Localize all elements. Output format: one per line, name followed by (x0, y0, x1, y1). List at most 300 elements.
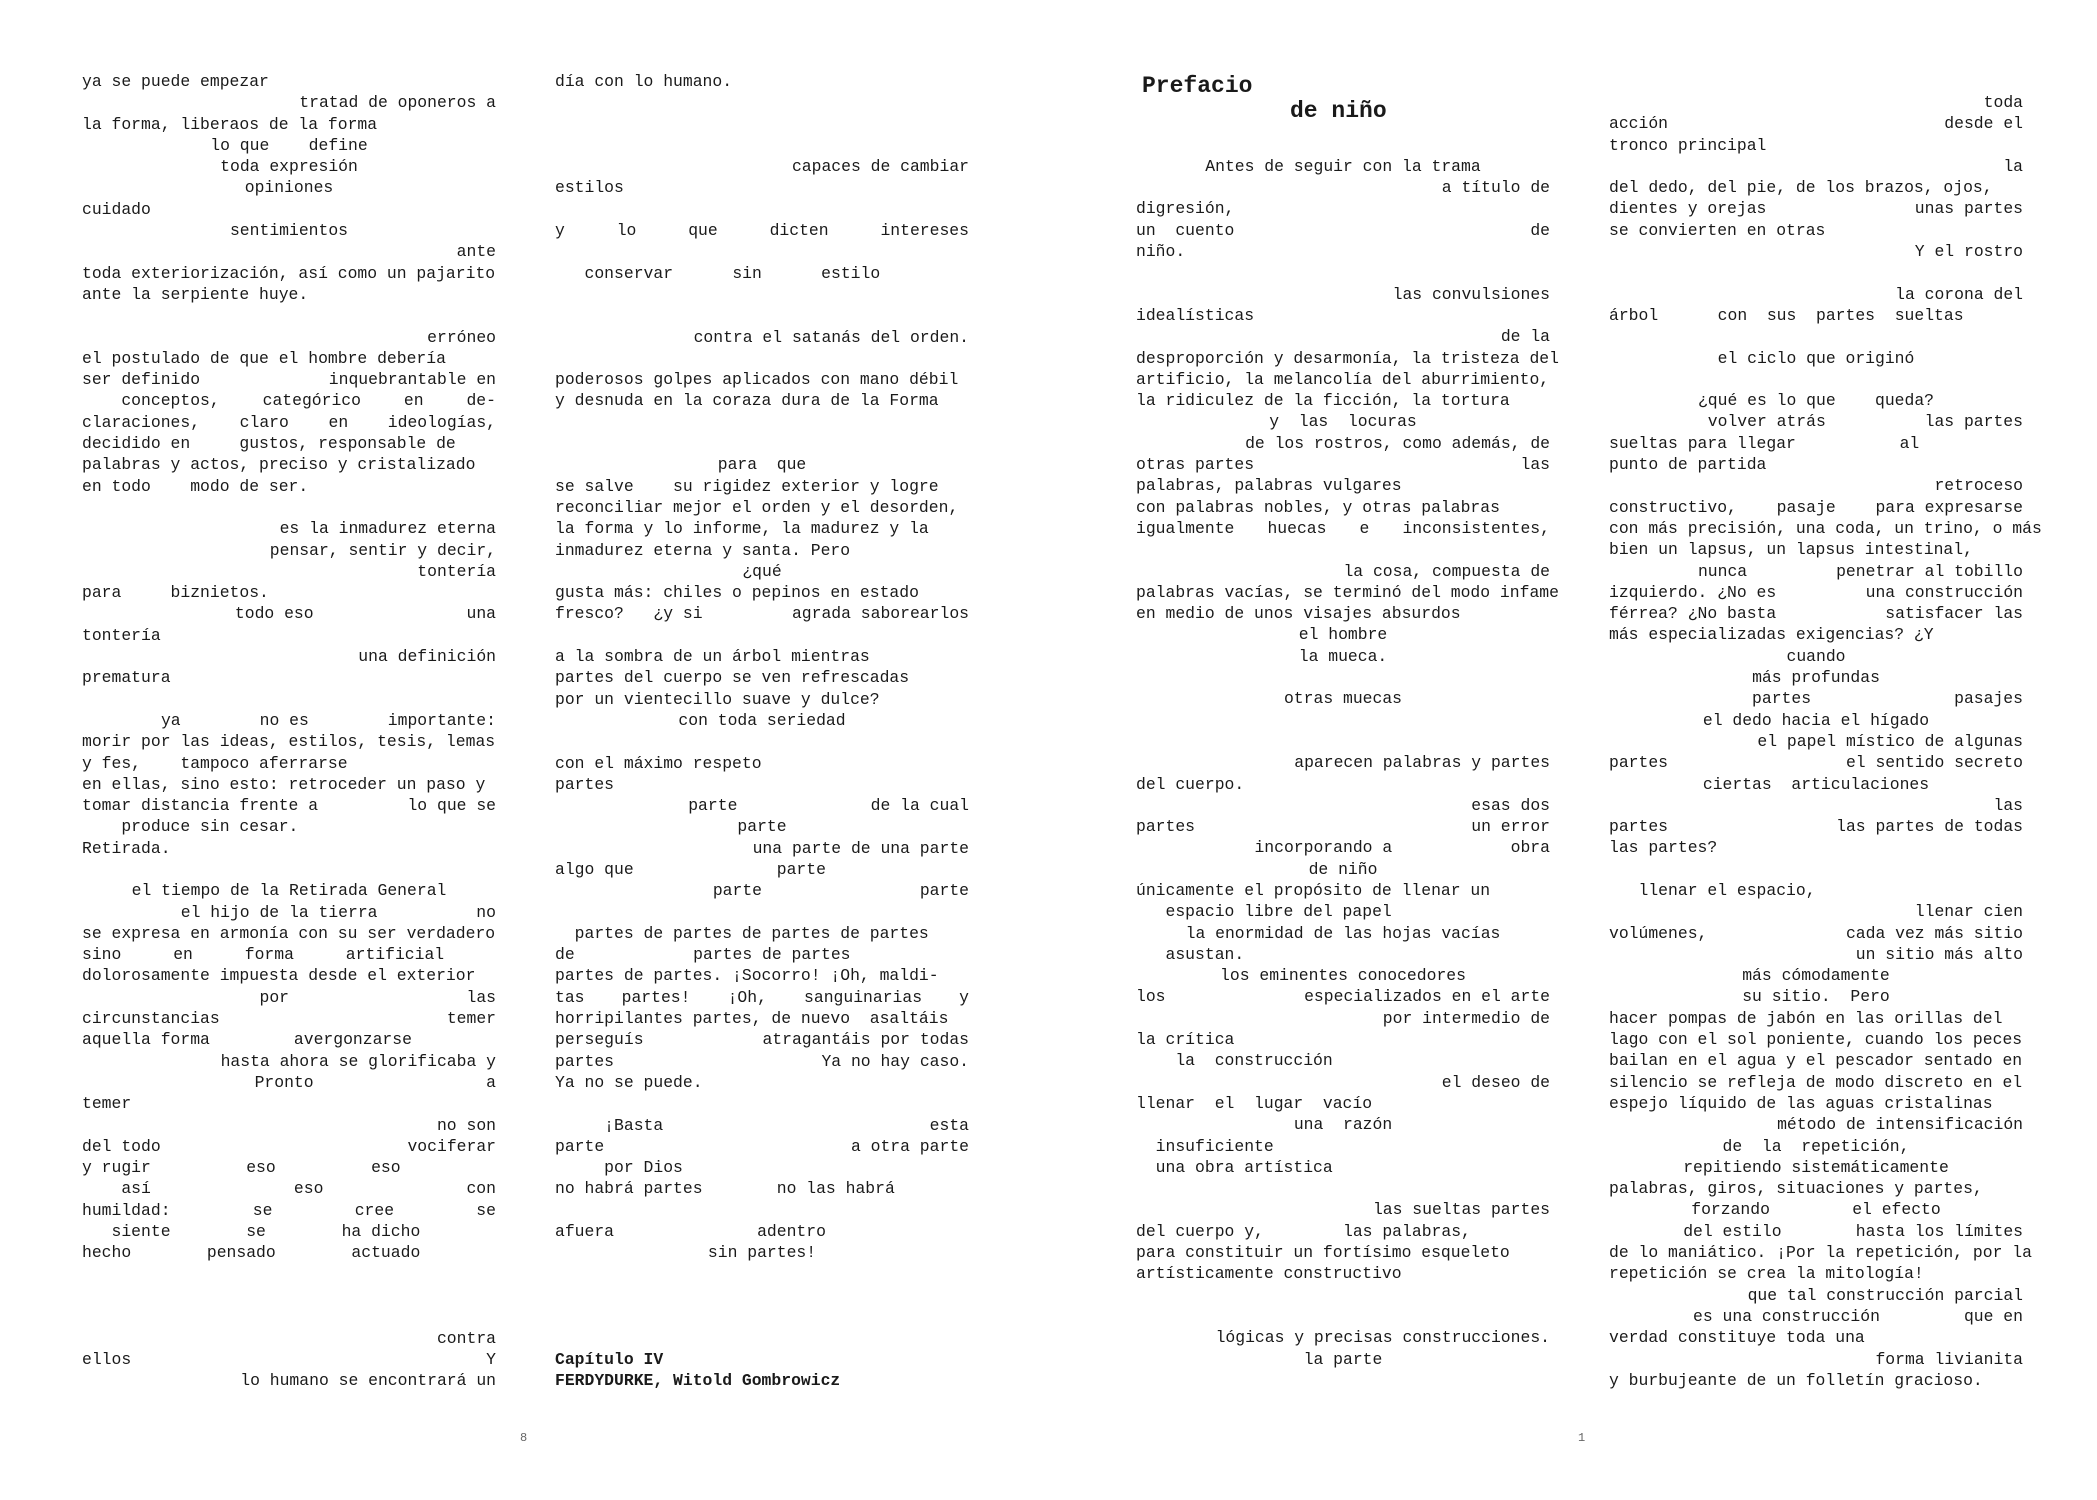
text-fragment: y las locuras (1269, 412, 1417, 432)
text-fragment: ser definido (82, 370, 201, 390)
text-line (555, 1072, 969, 1093)
blank-line (82, 859, 496, 880)
text-line (555, 880, 969, 901)
text-fragment: a (486, 1072, 496, 1092)
text-line (1609, 1008, 2023, 1029)
text-line (1609, 348, 2023, 369)
text-line (1136, 1072, 1550, 1093)
text-fragment: la corona del (1895, 284, 2023, 304)
text-fragment: idealísticas (1136, 305, 1255, 325)
text-fragment: se (252, 1200, 273, 1220)
text-fragment: forzando (1691, 1200, 1770, 1220)
text-fragment: partes (1609, 753, 1669, 773)
text-line (1609, 198, 2023, 219)
text-line (555, 774, 969, 795)
text-line (82, 816, 496, 837)
text-fragment: palabras, giros, situaciones y partes, (1609, 1179, 1983, 1199)
blank-line (555, 1093, 969, 1114)
text-fragment: por un vientecillo suave y dulce? (555, 689, 880, 709)
text-fragment: las sueltas partes (1372, 1200, 1550, 1220)
text-fragment: digresión, (1136, 199, 1235, 219)
text-fragment: retroceso (1934, 476, 2023, 496)
text-line (1609, 497, 2023, 518)
text-line (1609, 1136, 2023, 1157)
text-line (555, 1029, 969, 1050)
text-fragment: y desnuda en la coraza dura de la Forma (555, 391, 939, 411)
text-fragment: el hijo de la tierra (180, 902, 378, 922)
text-fragment: cree (354, 1200, 395, 1220)
text-fragment: de la cual (870, 796, 969, 816)
text-line (555, 156, 969, 177)
text-fragment: a título de (1441, 178, 1550, 198)
text-line (1609, 1263, 2023, 1284)
text-line (1136, 1327, 1550, 1348)
text-line (1136, 220, 1550, 241)
text-line (1136, 1242, 1550, 1263)
text-fragment: el hombre (1298, 625, 1388, 645)
text-line (82, 71, 496, 92)
text-fragment: ha dicho (341, 1222, 421, 1242)
text-fragment: se salve su rigidez exterior y logre (555, 476, 939, 496)
text-fragment: partes (555, 1051, 615, 1071)
text-fragment: la construcción (1136, 1051, 1333, 1071)
text-line (1609, 1199, 2023, 1220)
text-fragment: partes (1136, 817, 1196, 837)
text-line (82, 1328, 496, 1349)
text-fragment: cuando (1786, 646, 1846, 666)
text-fragment: FERDYDURKE, Witold Gombrowicz (555, 1371, 841, 1391)
text-fragment: esas dos (1471, 795, 1550, 815)
text-fragment: para constituir un fortísimo esqueleto (1136, 1243, 1510, 1263)
text-fragment: capaces de cambiar (791, 157, 969, 177)
text-fragment: cuidado (82, 199, 151, 219)
text-fragment: que tal construcción parcial (1747, 1285, 2023, 1305)
blank-line (82, 1306, 496, 1327)
text-line (82, 625, 496, 646)
text-fragment: palabras, palabras vulgares (1136, 476, 1402, 496)
text-line (82, 241, 496, 262)
text-line (555, 582, 969, 603)
text-line (1136, 837, 1550, 858)
blank-line (555, 1285, 969, 1306)
text-fragment: ¿qué es lo que queda? (1697, 391, 1935, 411)
text-line (1609, 1349, 2023, 1370)
text-fragment: partes (1609, 817, 1669, 837)
text-line (82, 476, 496, 497)
text-fragment: lógicas y precisas construcciones. (1215, 1328, 1550, 1348)
text-fragment: dicten (769, 221, 829, 241)
text-line (1136, 1008, 1550, 1029)
text-line (82, 923, 496, 944)
text-fragment: sin (732, 263, 762, 283)
text-line (1609, 1072, 2023, 1093)
text-fragment: de los rostros, como además, de (1245, 433, 1550, 453)
text-line (555, 540, 969, 561)
text-fragment: perseguís (555, 1030, 644, 1050)
text-fragment: ¿qué (742, 561, 782, 581)
blank-line (555, 1306, 969, 1327)
text-line (82, 795, 496, 816)
text-line (1609, 965, 2023, 986)
text-line (555, 177, 969, 198)
text-fragment: desde el (1944, 114, 2023, 134)
text-line (1136, 497, 1550, 518)
text-line (1609, 284, 2023, 305)
text-fragment: artísticamente constructivo (1136, 1264, 1402, 1284)
text-fragment: se convierten en otras (1609, 220, 1826, 240)
text-fragment: es la inmadurez eterna (279, 519, 496, 539)
text-fragment: lo (616, 221, 637, 241)
blank-line (1609, 369, 2023, 390)
text-line (82, 263, 496, 284)
text-fragment: las partes de todas (1836, 817, 2023, 837)
text-line (82, 1115, 496, 1136)
blank-line (555, 92, 969, 113)
text-line (555, 1221, 969, 1242)
text-fragment: que (688, 221, 718, 241)
text-fragment: temer (446, 1009, 496, 1029)
text-line (1136, 1093, 1550, 1114)
blank-line (555, 284, 969, 305)
text-fragment: día con lo humano. (555, 72, 733, 91)
blank-line (555, 135, 969, 156)
text-fragment: no habrá partes (555, 1179, 703, 1199)
text-fragment: erróneo (427, 327, 496, 347)
text-fragment: niño. (1136, 242, 1186, 262)
text-fragment: adentro (757, 1222, 826, 1242)
text-line (82, 1029, 496, 1050)
text-fragment: a otra parte (850, 1136, 969, 1156)
text-fragment: igualmente (1136, 518, 1235, 538)
text-fragment: parte (776, 859, 826, 879)
text-fragment: ciertas articulaciones (1702, 774, 1930, 794)
text-fragment: dientes y orejas (1609, 199, 1767, 219)
text-line (1609, 177, 2023, 198)
text-fragment: claraciones, (82, 412, 201, 432)
text-line (1609, 795, 2023, 816)
text-fragment: agrada saborearlos (791, 604, 969, 624)
text-fragment: espacio libre del papel (1136, 902, 1392, 922)
text-line (1136, 859, 1550, 880)
text-line (1609, 603, 2023, 624)
text-fragment: Pronto (254, 1072, 314, 1092)
text-line (555, 838, 969, 859)
text-line (82, 92, 496, 113)
blank-line (555, 731, 969, 752)
text-line (1136, 348, 1559, 369)
text-line (1136, 774, 1550, 795)
text-fragment: tontería (417, 561, 496, 581)
text-fragment: claro (239, 412, 289, 432)
text-line (82, 582, 496, 603)
text-fragment: pensado (206, 1243, 276, 1263)
text-fragment: por intermedio de (1382, 1008, 1550, 1028)
text-line (82, 1178, 496, 1199)
text-fragment: llenar el espacio, (1609, 880, 1816, 900)
text-line (82, 1136, 496, 1157)
text-fragment: férrea? ¿No basta (1609, 604, 1777, 624)
text-fragment: una obra artística (1136, 1157, 1333, 1177)
text-line (555, 944, 969, 965)
text-fragment: palabras vacías, se terminó del modo infame (1136, 582, 1559, 602)
text-line (1609, 454, 2023, 475)
text-fragment: parte (919, 881, 969, 901)
text-fragment: la mueca. (1298, 646, 1388, 666)
text-fragment: no es (259, 710, 309, 730)
text-line (555, 987, 969, 1008)
text-line (1609, 816, 2023, 837)
text-fragment: de (555, 945, 575, 965)
text-line (555, 965, 969, 986)
text-fragment: del estilo (1683, 1221, 1782, 1241)
text-fragment: tronco principal (1609, 135, 1767, 155)
text-fragment: punto de partida (1609, 455, 1767, 475)
text-fragment: acción (1609, 114, 1669, 134)
text-fragment: con sus partes sueltas (1717, 305, 1964, 325)
text-fragment: con palabras nobles, y otras palabras (1136, 497, 1500, 517)
blank-line (1136, 262, 1550, 283)
text-line (555, 327, 969, 348)
blank-line (82, 305, 496, 326)
blank-line (1609, 262, 2023, 283)
text-fragment: inquebrantable en (328, 370, 496, 390)
blank-line (1609, 326, 2023, 347)
text-fragment: sueltas para llegar (1609, 433, 1796, 453)
text-fragment: asustan. (1136, 944, 1245, 964)
text-fragment: poderosos golpes aplicados con mano débil (555, 370, 959, 390)
text-line (82, 561, 496, 582)
text-column-1 (82, 71, 496, 1391)
text-line (555, 816, 969, 837)
text-fragment: forma livianita (1875, 1349, 2023, 1369)
text-line (1136, 880, 1550, 901)
text-fragment: ya (160, 710, 181, 730)
text-fragment: horripilantes partes, de nuevo asaltáis (555, 1009, 949, 1029)
page-title-line-1: Prefacio (1142, 73, 1253, 99)
text-fragment: el tiempo de la Retirada General (131, 881, 447, 901)
text-line (82, 1093, 496, 1114)
text-line (82, 135, 496, 156)
text-line (82, 1349, 496, 1370)
text-line (82, 518, 496, 539)
text-line (1609, 646, 2023, 667)
text-line (555, 390, 969, 411)
text-line (555, 1349, 969, 1370)
text-fragment: Ya no hay caso. (821, 1051, 969, 1071)
text-line (1136, 1114, 1550, 1135)
text-fragment: lo que define (210, 135, 368, 155)
text-line (555, 923, 969, 944)
text-fragment: prematura (82, 668, 171, 688)
text-line (1609, 220, 2023, 241)
text-fragment: la crítica (1136, 1030, 1235, 1050)
text-line (1136, 986, 1550, 1007)
right-page (1049, 0, 2097, 1500)
text-line (82, 348, 496, 369)
text-fragment: silencio se refleja de modo discreto en el (1609, 1072, 2023, 1092)
blank-line (555, 348, 969, 369)
text-fragment: todo eso (234, 604, 314, 624)
blank-line (1136, 92, 1550, 113)
text-fragment: más cómodamente (1742, 966, 1890, 986)
text-line (1136, 1349, 1550, 1370)
text-fragment: una parte de una parte (752, 838, 969, 858)
text-fragment: avergonzarse (293, 1030, 412, 1050)
text-fragment: las palabras, (1343, 1221, 1471, 1241)
text-line (82, 667, 496, 688)
text-fragment: el ciclo que originó (1717, 348, 1915, 368)
text-fragment: y (959, 987, 969, 1007)
text-fragment: y burbujeante de un folletín gracioso. (1609, 1370, 1983, 1390)
text-fragment: constructivo, (1609, 497, 1737, 517)
text-fragment: únicamente el propósito de llenar un (1136, 880, 1491, 900)
text-fragment: conservar (555, 263, 674, 283)
text-line (1609, 901, 2023, 922)
text-fragment: eso (246, 1158, 276, 1178)
text-fragment: el dedo hacia el hígado (1702, 710, 1930, 730)
blank-line (1136, 667, 1550, 688)
text-fragment: algo que (555, 859, 634, 879)
text-fragment: para biznietos. (82, 583, 269, 603)
text-column-4 (1609, 92, 2042, 1391)
text-fragment: del dedo, del pie, de los brazos, ojos, (1609, 178, 1993, 198)
text-fragment: incorporando a (1254, 838, 1393, 858)
text-fragment: volver atrás (1707, 412, 1826, 432)
text-line (1136, 1029, 1550, 1050)
text-fragment: esta (929, 1115, 969, 1135)
text-fragment: e (1359, 518, 1370, 538)
blank-line (555, 1328, 969, 1349)
text-line (1136, 433, 1550, 454)
text-fragment: contra el satanás del orden. (693, 327, 969, 347)
text-fragment: estilos (555, 178, 624, 198)
text-fragment: hasta ahora se glorificaba y (220, 1051, 496, 1071)
text-fragment: de (1530, 220, 1550, 240)
text-fragment: las (466, 987, 496, 1007)
text-line (1609, 390, 2023, 411)
text-fragment: la ridiculez de la ficción, la tortura (1136, 391, 1510, 411)
text-fragment: por Dios (555, 1158, 683, 1178)
text-line (1609, 1327, 2023, 1348)
text-line (82, 646, 496, 667)
text-line (1609, 710, 2023, 731)
text-fragment: en medio de unos visajes absurdos (1136, 604, 1461, 624)
text-fragment: Antes de seguir con la trama (1205, 156, 1481, 176)
text-fragment: más profundas (1752, 668, 1880, 688)
text-fragment: parte (737, 817, 787, 837)
text-fragment: eso (293, 1179, 324, 1199)
text-line (1609, 1157, 2023, 1178)
text-line (1609, 433, 2023, 454)
text-line (82, 1157, 496, 1178)
text-line (1136, 1157, 1550, 1178)
text-fragment: la enormidad de las hojas vacías (1185, 923, 1501, 943)
text-fragment: la cosa, compuesta de (1343, 561, 1550, 581)
text-column-3 (1136, 92, 1559, 1370)
text-fragment: izquierdo. ¿No es (1609, 582, 1777, 602)
page-title-line-2: de niño (1290, 98, 1387, 124)
text-line (555, 71, 969, 92)
text-fragment: unas partes (1914, 199, 2023, 219)
text-line (1609, 1178, 2023, 1199)
text-line (1136, 454, 1550, 475)
text-fragment: toda exteriorización, así como un pajarito (82, 263, 496, 283)
text-line (1136, 603, 1550, 624)
text-line (555, 476, 969, 497)
text-line (82, 965, 496, 986)
text-fragment: parte (555, 1136, 605, 1156)
text-fragment: produce sin cesar. (82, 817, 299, 837)
text-line (1136, 305, 1550, 326)
blank-line (555, 625, 969, 646)
text-fragment: en todo modo de ser. (82, 476, 309, 496)
text-fragment: especializados en el arte (1304, 987, 1550, 1007)
text-fragment: ante la serpiente huye. (82, 284, 309, 304)
text-fragment: así (82, 1179, 151, 1199)
text-fragment: volúmenes, (1609, 923, 1708, 943)
text-fragment: huecas (1267, 518, 1327, 538)
text-fragment: temer (82, 1094, 132, 1114)
text-fragment: tratad de oponeros a (299, 93, 496, 113)
text-fragment: es una construcción (1693, 1306, 1880, 1326)
text-fragment: y fes, tampoco aferrarse (82, 753, 348, 773)
text-line (82, 880, 496, 901)
text-fragment: del cuerpo. (1136, 774, 1245, 794)
text-fragment: para que (717, 455, 807, 475)
blank-line (82, 689, 496, 710)
text-fragment: verdad constituye toda una (1609, 1328, 1865, 1348)
text-line (1609, 688, 2023, 709)
text-fragment: la forma, liberaos de la forma (82, 114, 378, 134)
text-fragment: a la sombra de un árbol mientras (555, 647, 870, 667)
text-line (1609, 624, 2023, 645)
text-fragment: del todo (82, 1136, 161, 1156)
text-fragment: gusta más: chiles o pepinos en estado (555, 583, 919, 603)
text-line (82, 753, 496, 774)
text-fragment: su sitio. Pero (1742, 987, 1890, 1007)
text-line (555, 1178, 969, 1199)
text-fragment: partes (555, 774, 615, 794)
blank-line (1136, 113, 1550, 134)
text-fragment: morir por las ideas, estilos, tesis, lemas (82, 732, 496, 752)
text-fragment: ante (456, 242, 496, 262)
text-line (82, 199, 496, 220)
text-fragment: hasta los límites (1855, 1221, 2023, 1241)
text-line (1136, 923, 1550, 944)
text-fragment: método de intensificación (1777, 1115, 2023, 1135)
blank-line (1136, 1306, 1550, 1327)
text-fragment: afuera (555, 1222, 615, 1242)
text-fragment: ideologías, (387, 412, 496, 432)
text-line (82, 156, 496, 177)
text-line (555, 1242, 969, 1263)
text-fragment: Retirada. (82, 838, 171, 858)
text-line (1609, 135, 2023, 156)
text-fragment: el papel místico de algunas (1757, 731, 2023, 751)
text-fragment: al (1899, 433, 1920, 453)
text-line (82, 774, 496, 795)
text-line (1136, 198, 1550, 219)
text-line (1609, 411, 2023, 432)
text-fragment: satisfacer las (1885, 604, 2023, 624)
text-line (1609, 667, 2023, 688)
text-line (82, 540, 496, 561)
text-fragment: nunca (1697, 561, 1748, 581)
text-line (555, 1051, 969, 1072)
text-fragment: las partes? (1609, 838, 1718, 858)
text-fragment: una construcción (1865, 582, 2023, 602)
text-line (82, 603, 496, 624)
